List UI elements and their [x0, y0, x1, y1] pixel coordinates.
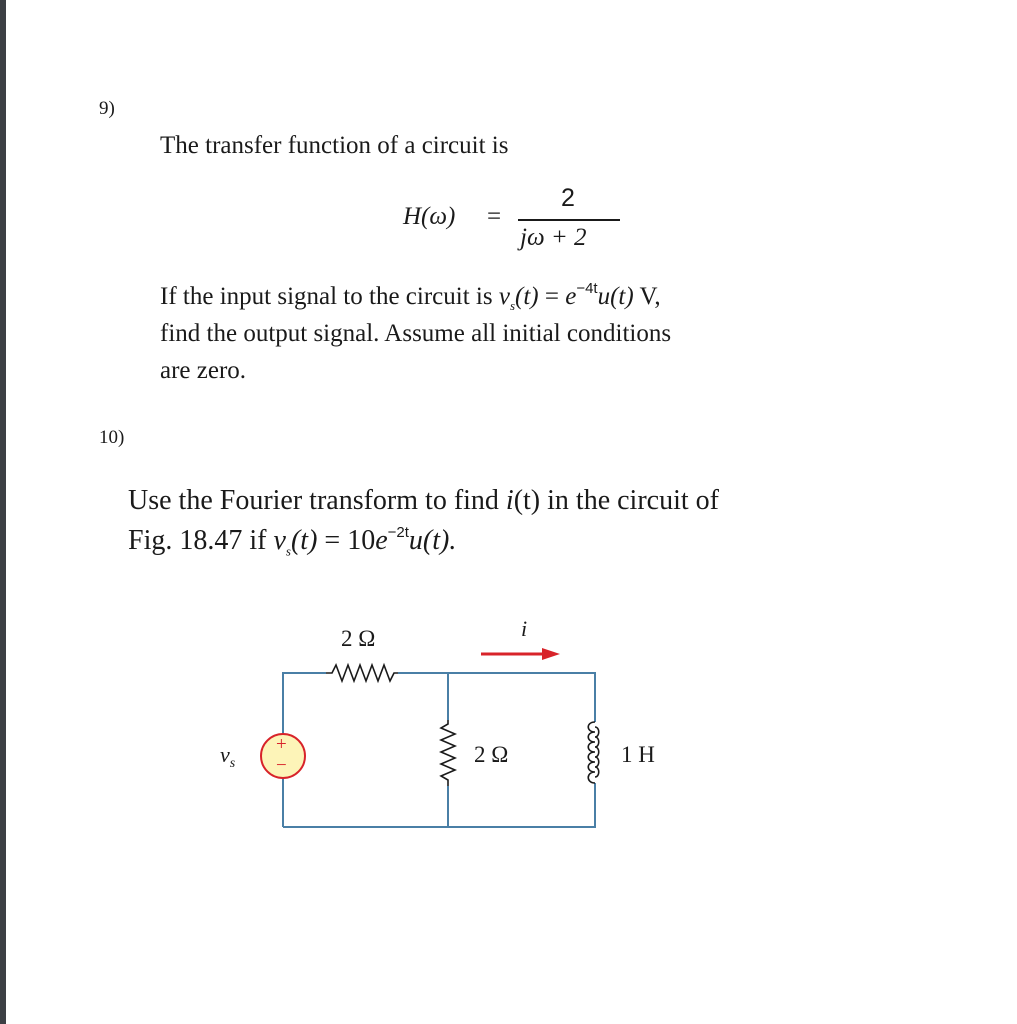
q9-vs-arg: (t) [515, 283, 539, 310]
q10-i-var: i [505, 485, 514, 516]
q9-eq-numerator: 2 [561, 184, 575, 212]
q9-step: u(t) [597, 283, 634, 310]
question-10-number: 10) [99, 427, 125, 448]
q10-vs: v [273, 525, 286, 556]
question-9-number: 9) [99, 98, 115, 119]
source-minus-sign: − [276, 755, 287, 776]
q9-eq-denominator: jω + 2 [520, 224, 587, 251]
q10-line1-a: Use the Fourier transform to find [128, 485, 499, 516]
q9-vs-sub: s [509, 298, 515, 313]
wire-bottom [283, 783, 595, 827]
q9-exp-base: e [565, 283, 577, 310]
inductor-label: 1 H [621, 742, 655, 767]
q9-eq-sign: = [544, 283, 559, 310]
q10-vs-sub: s [285, 543, 291, 559]
resistor-2ohm-shunt [441, 720, 455, 786]
r1-label: 2 Ω [341, 626, 376, 651]
q10-line2-a: Fig. 18.47 if [128, 525, 267, 556]
q10-step: u(t). [408, 525, 457, 556]
q9-text-a: If the input signal to the circuit is [160, 283, 493, 310]
current-arrow [481, 648, 560, 660]
q9-eq-lhs: H(ω) [403, 203, 456, 230]
source-plus-sign: + [276, 734, 287, 755]
q9-intro-text: The transfer function of a circuit is [160, 132, 509, 159]
q9-vs: v [498, 283, 510, 310]
q10-exp-base: e [375, 525, 388, 556]
r2-label: 2 Ω [474, 742, 509, 767]
source-label: $v_s$ [220, 742, 236, 771]
wire-top-left [283, 673, 326, 742]
wire-top-right [398, 673, 595, 722]
q9-eq-equals: = [487, 203, 502, 230]
q9-exp-power: −4t [576, 279, 598, 297]
q9-body-line-3: are zero. [160, 357, 247, 384]
inductor-1h [588, 722, 599, 783]
q9-body-line-2: find the output signal. Assume all initial conditions [160, 320, 672, 347]
current-label: i [521, 616, 528, 641]
q9-unit: V, [633, 283, 661, 310]
q10-line1-b: (t) in the circuit of [513, 485, 719, 516]
q10-eq-sign: = [324, 525, 341, 556]
q10-coef: 10 [347, 525, 376, 556]
q10-vs-arg: (t) [290, 525, 318, 556]
resistor-2ohm-series [326, 665, 398, 681]
q10-exp-power: −2t [387, 523, 409, 541]
